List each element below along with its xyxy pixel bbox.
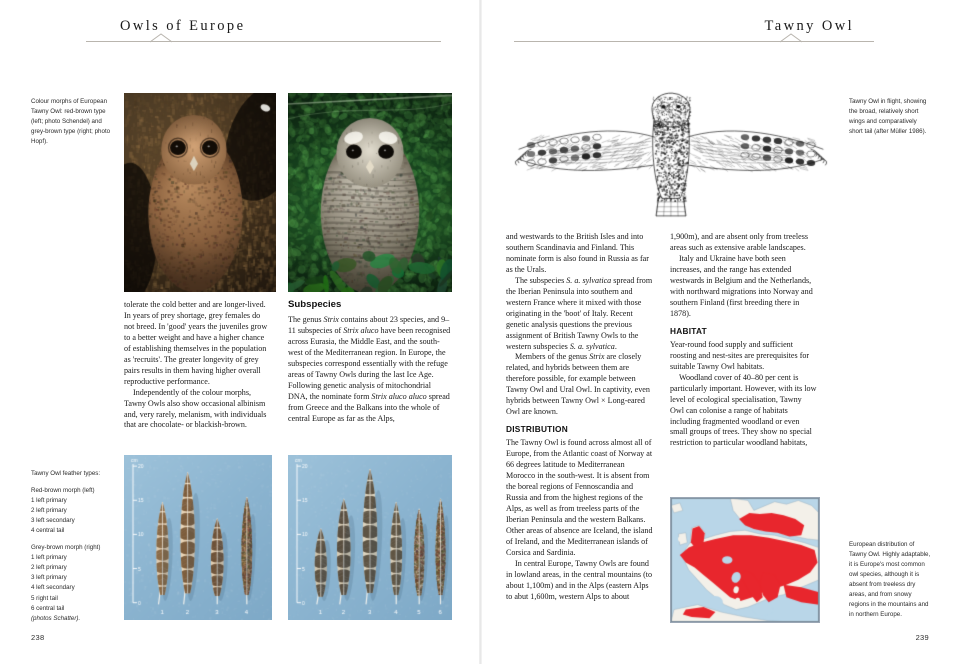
list-item: 3 left primary bbox=[31, 574, 67, 582]
photo-grey-brown-morph bbox=[288, 93, 452, 292]
list-item: 1 left primary bbox=[31, 497, 67, 505]
feather-grey-list bbox=[31, 553, 117, 613]
page-gutter bbox=[479, 0, 482, 664]
caption-colour-morphs: Colour morphs of European Tawny Owl: red-brown type (left; photo Schendel) and grey-brown type (right; photo Hopf). bbox=[31, 98, 111, 146]
caption-distribution-map: European distribution of Tawny Owl. Highly adaptable, it is Europe's most common owl species, although it is absent from treeless dry areas, and from snowy regions in the mountains and in northern Europe. bbox=[849, 541, 931, 619]
right-head-rule bbox=[514, 41, 874, 42]
list-item: 4 left secondary bbox=[31, 584, 75, 592]
section-heading-habitat: HABITAT bbox=[670, 325, 707, 336]
left-head-notch-icon bbox=[150, 33, 172, 43]
list-item: 6 central tail bbox=[31, 604, 65, 612]
paragraph: tolerate the cold better and are longer-lived. In years of prey shortage, grey females do not breed. In 'good' years the juveniles grow to a better weight and have a higher chance of establishing themselves in the population as 'recruits'. The greater longevity of grey pairs results in them having higher overall reproductive performance. bbox=[124, 300, 268, 386]
feather-credit: (photos Schatter). bbox=[31, 614, 81, 622]
right-running-head bbox=[765, 18, 854, 48]
paragraph: 1,900m), and are absent only from treeless areas such as extensive arable landscapes. bbox=[670, 232, 809, 252]
feather-plate-red-morph bbox=[124, 455, 272, 620]
paragraph: Members of the genus Strix are closely related, and hybrids between them are therefore possible, for example between Tawny Owl and Ural Owl. In captivity, even hybrids between Tawny Owl × Long-eared Owl are known. bbox=[506, 352, 650, 417]
list-item: 5 right tail bbox=[31, 594, 58, 602]
folio-right: 239 bbox=[915, 633, 929, 642]
feather-grey-heading: Grey-brown morph (right) bbox=[31, 544, 101, 552]
left-column-one bbox=[124, 300, 272, 431]
paragraph: Italy and Ukraine have both seen increases, and the range has extended westwards in Belgium and the Netherlands, with northward migrations into Norway and southern Finland (first breeding there in 1878). bbox=[670, 253, 813, 318]
right-head-notch-icon bbox=[780, 33, 802, 43]
list-item: 4 central tail bbox=[31, 527, 65, 535]
paragraph: The subspecies S. a. sylvatica spread from the Iberian Peninsula into southern and western France where it mixed with those originating in the 'boot' of Italy. Recent genetic analysis questions the previous assignment of British Tawny Owls to the western subspecies S. a. sylvatica. bbox=[506, 275, 653, 351]
caption-feather-types bbox=[31, 469, 117, 624]
list-item: 1 left primary bbox=[31, 554, 67, 562]
list-item: 3 left secondary bbox=[31, 517, 75, 525]
section-heading-distribution: DISTRIBUTION bbox=[506, 424, 568, 435]
right-column-two bbox=[670, 232, 817, 449]
right-column-one bbox=[506, 232, 653, 603]
section-heading-subspecies: Subspecies bbox=[288, 299, 342, 310]
paragraph: The Tawny Owl is found across almost all of Europe, from the Atlantic coast of Norway at 66 degrees latitude to Mediterranean Morocco in the south-west. It is absent from the boreal regions of Fennoscandia and Russia and from the highest regions of the Alps, as well as from treeless parts of the Iberian Peninsula and the western Balkans. Other areas of absence are Iceland, the island of Ireland, and the Mediterranean islands of Corsica and Sardinia. bbox=[506, 438, 653, 557]
illustration-owl-in-flight bbox=[506, 78, 836, 218]
feather-red-heading: Red-brown morph (left) bbox=[31, 487, 95, 495]
left-column-two bbox=[288, 299, 452, 425]
left-running-head bbox=[120, 18, 245, 48]
photo-red-brown-morph bbox=[124, 93, 276, 292]
paragraph: and westwards to the British Isles and into southern Scandinavia and Finland. This nominate form is also found in Russia as far as the Urals. bbox=[506, 232, 649, 274]
list-item: 2 left primary bbox=[31, 507, 67, 515]
left-head-rule bbox=[86, 41, 441, 42]
caption-owl-in-flight: Tawny Owl in flight, showing the broad, relatively short wings and comparatively short tail (after Müller 1986). bbox=[849, 98, 927, 136]
right-page bbox=[480, 0, 960, 664]
feather-caption-title: Tawny Owl feather types: bbox=[31, 470, 101, 477]
left-running-head-label: Owls of Europe bbox=[120, 18, 246, 34]
paragraph: Woodland cover of 40–80 per cent is particularly important. However, with its low level of ecological specialisation, Tawny Owl can colonise a range of habitats including fragmented woodland or even small groups of trees. They show no special restriction to particular woodland habitats, bbox=[670, 372, 817, 448]
map-european-distribution bbox=[670, 497, 820, 623]
paragraph: Independently of the colour morphs, Tawny Owls also show occasional albinism and, very rarely, melanism, with individuals that are chocolate- or blackish-brown. bbox=[124, 387, 267, 430]
feather-red-list bbox=[31, 496, 117, 536]
feather-plate-grey-morph bbox=[288, 455, 452, 620]
right-running-head-label: Tawny Owl bbox=[764, 18, 854, 34]
paragraph: In central Europe, Tawny Owls are found in lowland areas, in the central mountains (to about 1,100m) and in the Alps (eastern Alps to abut 1,600m, western Alps to about bbox=[506, 558, 653, 601]
paragraph: Year-round food supply and sufficient roosting and nest-sites are prerequisites for suitable Tawny Owl habitats. bbox=[670, 339, 810, 371]
list-item: 2 left primary bbox=[31, 564, 67, 572]
folio-left: 238 bbox=[31, 633, 45, 642]
paragraph: The genus Strix contains about 23 species, and 9–11 subspecies of Strix aluco have been recognised across Eurasia, the Middle East, and the south-west of the Mediterranean region. In Europe, the subspecies correspond essentially with the refuge areas of Tawny Owls during the last Ice Age. Following genetic analysis of mitochondrial DNA, the nominate form Strix aluco aluco spread from Greece and the Balkans into the whole of central Europe as far as the Alps, bbox=[288, 314, 451, 423]
